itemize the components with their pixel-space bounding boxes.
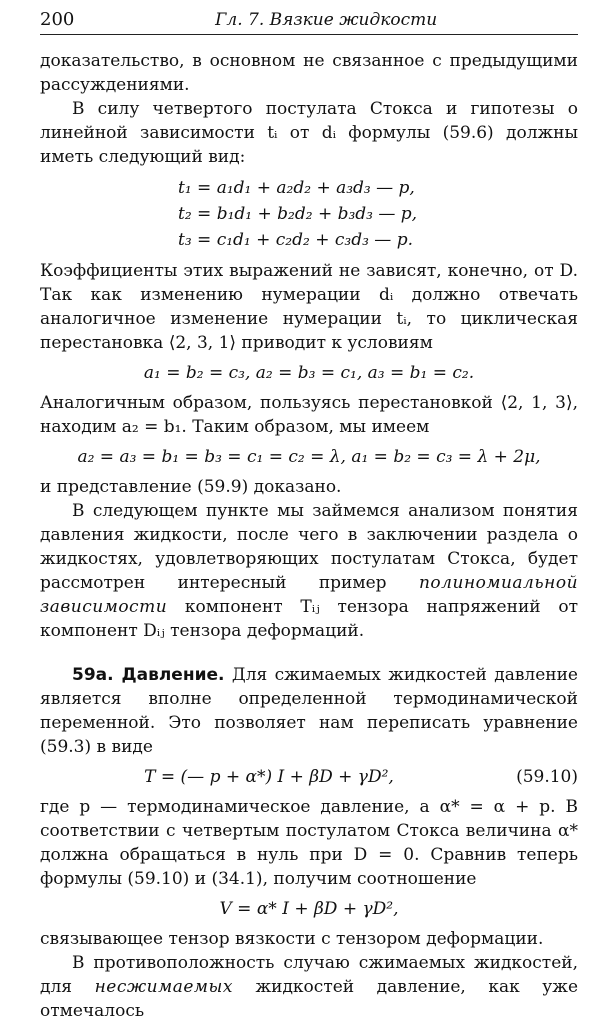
equation-viscosity-tensor: V = α* I + βD + γD², [219,899,399,919]
paragraph-stokes-postulate: В силу четвертого постулата Стокса и гипотезы о линейной зависимости tᵢ от dᵢ формулы (59.6) должны иметь следующий вид: [40,99,578,167]
paragraph-next-section [40,499,578,643]
paragraph-permutation: Аналогичным образом, пользуясь перестановкой ⟨2, 1, 3⟩, находим a₂ = b₁. Таким образом, мы имеем [40,393,578,437]
section-title: 59a. Давление. [72,665,225,685]
equation-cyclic-conditions: a₁ = b₂ = c₃, a₂ = b₃ = c₁, a₃ = b₁ = c₂. [143,363,475,383]
equation-set-t [40,175,578,253]
page-body [40,49,578,1023]
page-header [40,8,578,35]
page-number: 200 [40,9,75,30]
equation-row-5910 [40,765,578,789]
text-run: жидкостей давление, как уже отмечалось [40,977,579,1021]
equation-t1: t₁ = a₁d₁ + a₂d₂ + a₃d₃ — p, [178,178,415,198]
paragraph-continuation: доказательство, в основном не связанное с предыдущими рассуждениями. [40,51,578,95]
section-59a-intro [40,663,578,759]
paragraph-thermo-pressure: где p — термодинамическое давление, а α* = α + p. В соответствии с четвертым постулатом Стокса величина α* должна обращаться в нуль при D = 0. Сравнив теперь формулы (59.10) и (34.1), получим соотношение [40,797,578,889]
paragraph-coefficients: Коэффициенты этих выражений не зависят, конечно, от D. Так как изменению нумерации dᵢ должно отвечать аналогичное изменение нумерации tᵢ, то циклическая перестановка ⟨2, 3, 1⟩ приводит к условиям [40,261,578,353]
text-run: В следующем пункте мы займемся анализом понятия давления жидкости, после чего в заключении раздела о жидкостях, удовлетворяющих постулатам Стокса, будет рассмотрен интересный пример [40,501,578,593]
equation-t2: t₂ = b₁d₁ + b₂d₂ + b₃d₃ — p, [178,204,418,224]
paragraph-proved: и представление (59.9) доказано. [40,477,342,497]
equation-lambda-mu: a₂ = a₃ = b₁ = b₃ = c₁ = c₂ = λ, a₁ = b₂ = c₃ = λ + 2μ, [77,447,541,467]
text-run: В противоположность случаю сжимаемых жидкостей, для [40,953,578,997]
equation-t3: t₃ = c₁d₁ + c₂d₂ + c₃d₃ — p. [178,230,413,250]
paragraph-incompressible [40,951,578,1023]
equation-number-5910: (59.10) [516,767,578,787]
emphasis-incompressible: несжимаемых [94,977,233,997]
page [40,8,578,1023]
text-run: компонент Tᵢⱼ тензора напряжений от компонент Dᵢⱼ тензора деформаций. [40,597,579,641]
running-title: Гл. 7. Вязкие жидкости [215,10,438,30]
text-run: Для сжимаемых жидкостей давление является вполне определенной термодинамической переменной. Это позволяет нам переписать уравнение (59.3) в виде [40,665,578,757]
paragraph-viscosity-relation: связывающее тензор вязкости с тензором деформации. [40,929,544,949]
emphasis-polynomial: полиномиальной зависимости [40,573,579,617]
equation-5910: T = (— p + α*) I + βD + γD², [144,767,394,787]
